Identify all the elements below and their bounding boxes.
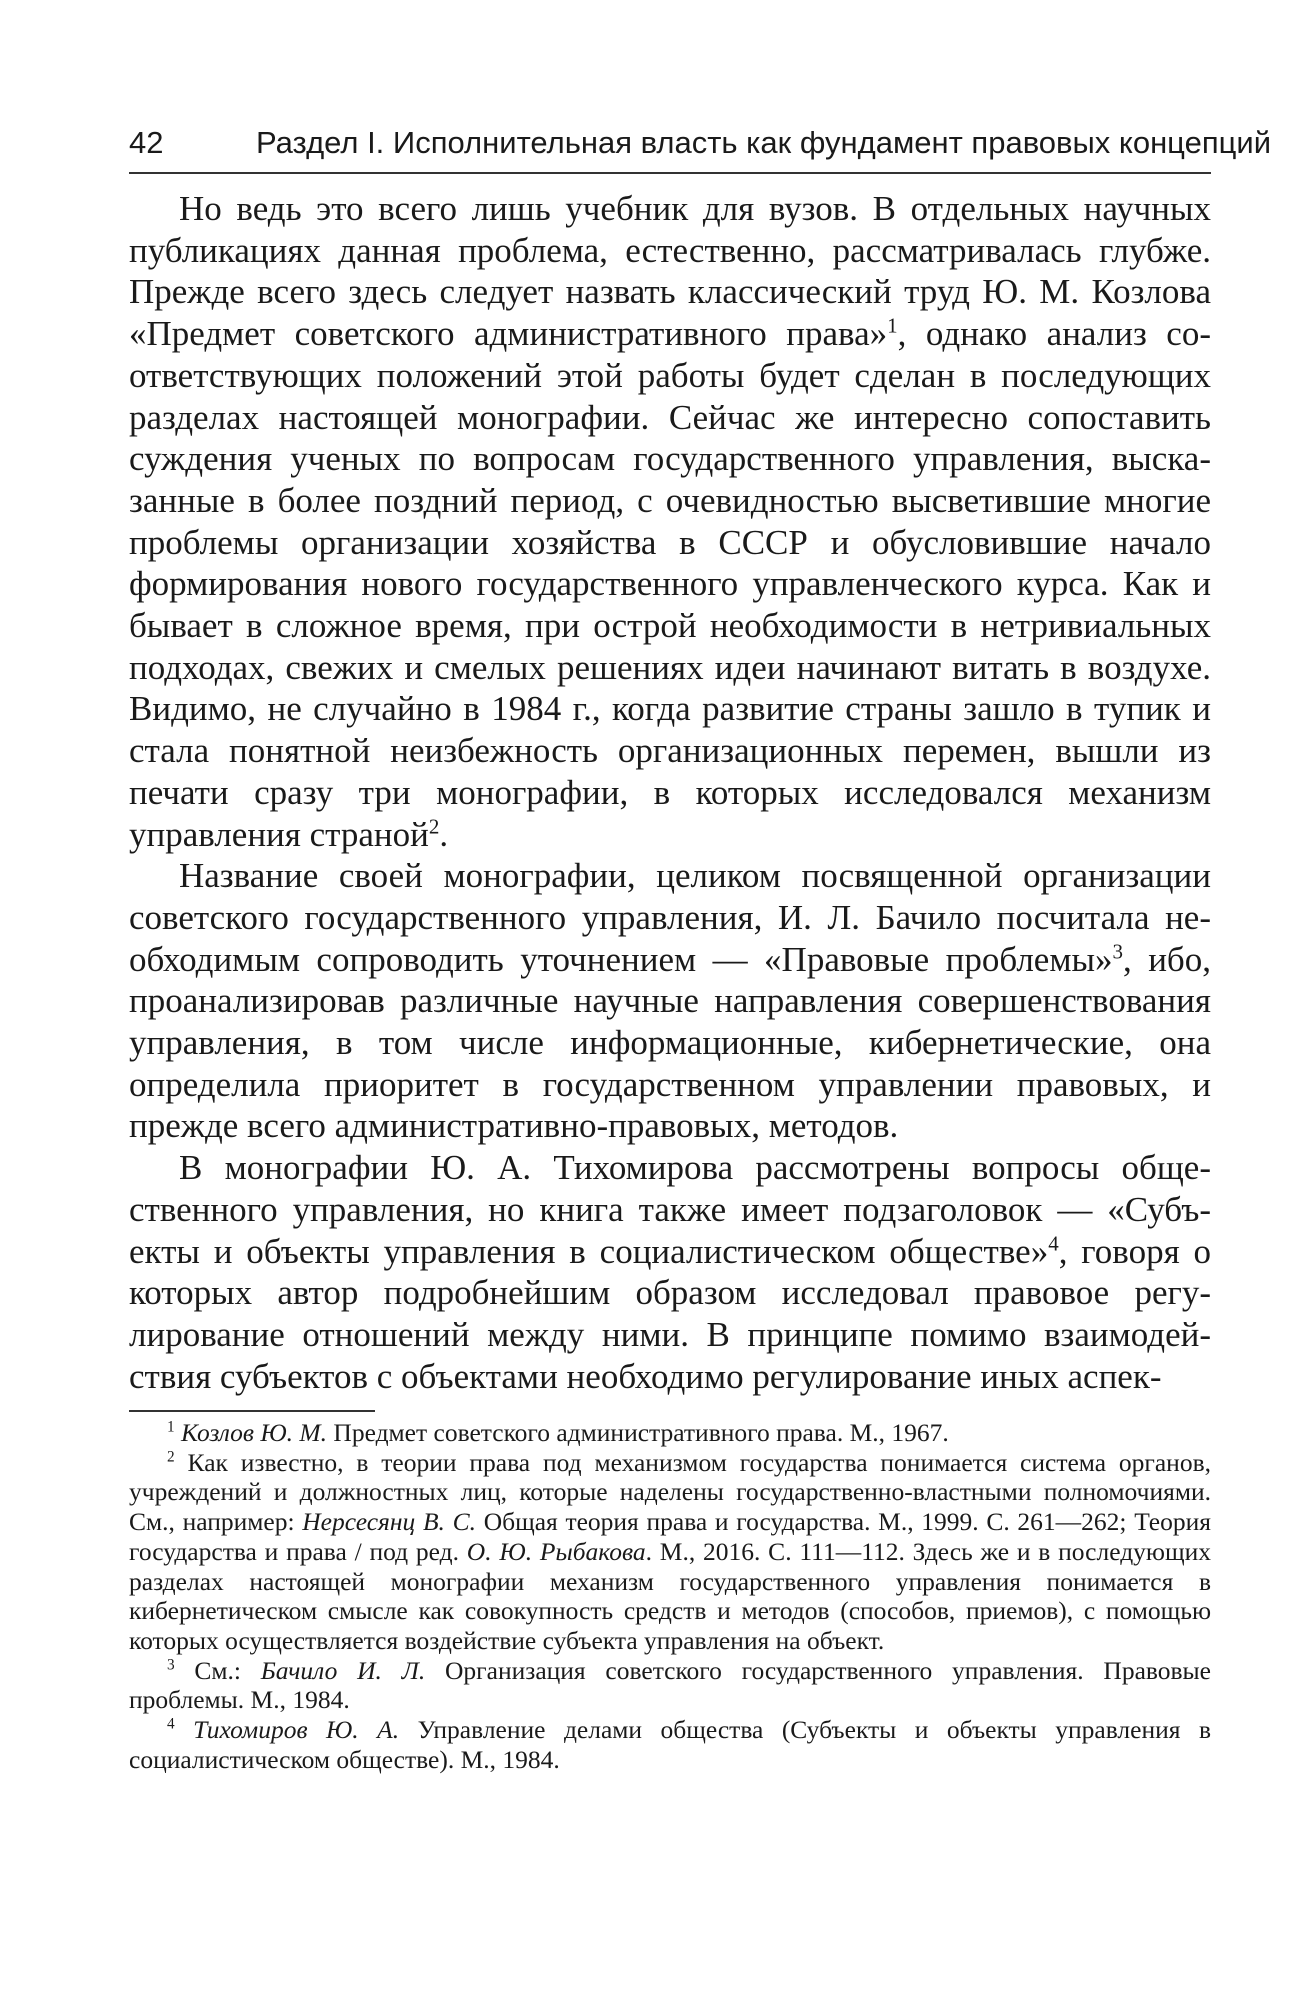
footnote-2	[129, 1448, 1211, 1656]
header-divider	[129, 172, 1211, 174]
footnote-1	[129, 1418, 1211, 1448]
paragraph-3	[129, 1147, 1211, 1397]
footnote-text: . М., 2016. С. 111—112. Здесь же и в последующих разделах настоящей монографии механизм государственного управления понимается в кибернетическом смысле как совокупность средств и методов (способов, приемов), с помощью которых осуществляется воздействие субъекта управления на объект.	[129, 1536, 1212, 1655]
paragraph-2-text-a: Название своей монографии, целиком посвященной организации советского государственного управления, И. Л. Бачило посчитала необходимым сопроводить уточнением — «Правовые проблемы»	[129, 856, 1211, 979]
footnote-text: См.:	[194, 1655, 261, 1685]
running-title: Раздел I. Исполнительная власть как фундамент правовых концепций	[256, 125, 1272, 160]
footnote-ref-1: 1	[887, 313, 898, 338]
footnote-number: 1	[167, 1418, 175, 1436]
page-number: 42	[129, 125, 164, 160]
footnote-text: Как известно, в теории права под механизмом государства понимается система органов, учреждений и должностных лиц, которые наделены государственно-властными полномочиями. См., например:	[129, 1447, 1211, 1537]
paragraph-1	[129, 188, 1211, 855]
footnote-text: Общая теория права и государства. М., 1999. С. 261—262; Теория государства и права / под ред.	[129, 1507, 1212, 1566]
footnote-text: Предмет советского административного права. М., 1967.	[327, 1418, 949, 1447]
footnotes	[129, 1418, 1211, 1774]
footnote-author: Козлов Ю. М.	[181, 1418, 328, 1447]
footnote-number: 2	[167, 1448, 175, 1466]
footnote-text: Организация советского государственного управления. Правовые проблемы. М., 1984.	[129, 1655, 1211, 1715]
main-text	[129, 188, 1211, 1397]
paragraph-2	[129, 855, 1211, 1147]
paragraph-1-text-b: , однако анализ соответствующих положений этой работы будет сделан в последующих разделах настоящей монографии. Сейчас же интересно сопоставить суждения ученых по вопросам государственного управления, высказанные в более поздний период, с очевидностью высветившие многие проблемы организации хозяйства в СССР и обусловившие начало формирования нового государственного управленческого курса. Как и бывает в сложное время, при острой необходимости в нетривиальных подходах, свежих и смелых решениях идеи начинают витать в воздухе. Видимо, не случайно в 1984 г., когда развитие страны зашло в тупик и стала понятной неизбежность организационных перемен, вышли из печати сразу три монографии, в которых исследовался механизм управления страной	[129, 314, 1211, 854]
footnote-author: Бачило И. Л.	[260, 1655, 426, 1685]
paragraph-2-text-b: , ибо, проанализировав различные научные направления совершенствования управления, в том числе информационные, кибернетические, она определила приоритет в государственном управлении правовых, и прежде всего административно-правовых, методов.	[129, 939, 1211, 1146]
footnote-ref-3: 3	[1112, 939, 1123, 963]
footnote-3	[129, 1656, 1211, 1715]
footnote-number: 4	[167, 1715, 175, 1733]
paragraph-1-text-a: Но ведь это всего лишь учебник для вузов. В отдельных научных публикациях данная проблема, естественно, рассматривалась глубже. Прежде всего здесь следует назвать классический труд Ю. М. Козлова «Предмет советского административного права»	[129, 189, 1211, 354]
paragraph-1-text-c: .	[439, 814, 449, 854]
footnote-number: 3	[167, 1656, 175, 1674]
paragraph-3-text-b: , говоря о которых автор подробнейшим образом исследовал правовое регулирование отношений между ними. В принципе помимо взаимодействия субъектов с объектами необходимо регулирование иных аспек-	[129, 1231, 1212, 1396]
footnote-ref-4: 4	[1048, 1230, 1059, 1255]
footnote-divider	[129, 1410, 375, 1412]
footnote-author: Тихомиров Ю. А.	[193, 1715, 400, 1745]
paragraph-3-text-a: В монографии Ю. А. Тихомирова рассмотрены вопросы общественного управления, но книга также имеет подзаголовок — «Субъекты и объекты управления в социалистическом обществе»	[129, 1148, 1211, 1271]
footnote-author: Нерсесянц В. С.	[302, 1507, 476, 1537]
footnote-author: О. Ю. Рыбакова	[466, 1536, 646, 1566]
footnote-ref-2: 2	[428, 813, 440, 838]
footnote-4	[129, 1715, 1211, 1774]
page-header	[129, 118, 1272, 168]
footnote-text: Управление делами общества (Субъекты и объекты управления в социалистическом обществе). М., 1984.	[129, 1715, 1212, 1774]
